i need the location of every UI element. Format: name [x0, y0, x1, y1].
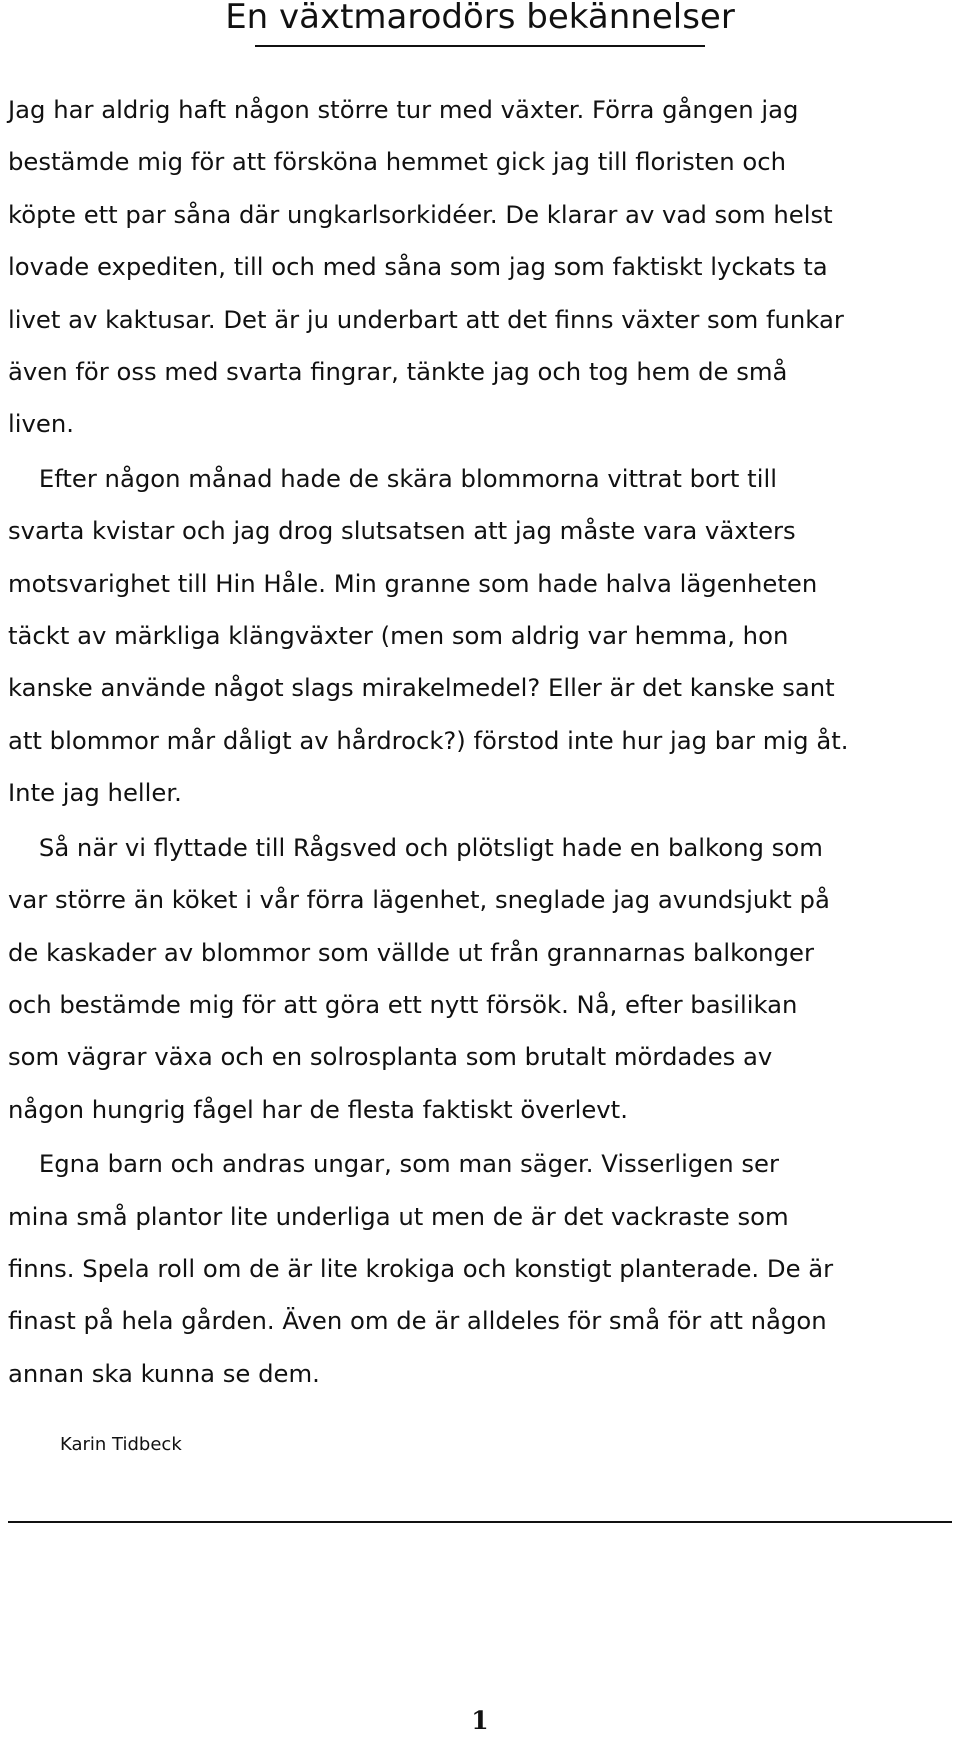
text-line: finns. Spela roll om de är lite krokiga och konstigt planterade. De är	[8, 1253, 834, 1283]
text-line: var större än köket i vår förra lägenhet, sneglade jag avundsjukt på	[8, 885, 830, 915]
text-line: mina små plantor lite underliga ut men de är det vackraste som	[8, 1201, 789, 1231]
text-line: Egna barn och andras ungar, som man säger. Visserligen ser	[8, 1149, 779, 1179]
text-line: täckt av märkliga klängväxter (men som aldrig var hemma, hon	[8, 621, 789, 651]
text-line: livet av kaktusar. Det är ju underbart att det finns växter som funkar	[8, 304, 844, 334]
text-line: de kaskader av blommor som vällde ut från grannarnas balkonger	[8, 937, 814, 967]
paragraph-4	[8, 1138, 960, 1400]
text-line: svarta kvistar och jag drog slutsatsen att jag måste vara växters	[8, 516, 796, 546]
paragraph-2	[8, 453, 960, 820]
text-line: annan ska kunna se dem.	[8, 1358, 320, 1388]
text-line: som vägrar växa och en solrosplanta som brutalt mördades av	[8, 1042, 773, 1072]
text-line: motsvarighet till Hin Håle. Min granne som hade halva lägenheten	[8, 568, 818, 598]
text-line: Jag har aldrig haft någon större tur med växter. Förra gången jag	[8, 95, 799, 124]
text-line: Efter någon månad hade de skära blommorna vittrat bort till	[8, 463, 777, 493]
article-body	[8, 84, 960, 1400]
text-line: och bestämde mig för att göra ett nytt försök. Nå, efter basilikan	[8, 989, 798, 1019]
text-line: kanske använde något slags mirakelmedel? Eller är det kanske sant	[8, 673, 835, 703]
text-line: liven.	[8, 409, 74, 439]
paragraph-3	[8, 822, 960, 1136]
paragraph-1	[8, 84, 960, 451]
title-underline	[255, 45, 705, 47]
text-line: bestämde mig för att försköna hemmet gick jag till floristen och	[8, 147, 786, 177]
document-title: En växtmarodörs bekännelser	[225, 0, 735, 37]
text-line: köpte ett par såna där ungkarlsorkidéer. De klarar av vad som helst	[8, 199, 833, 229]
author-name: Karin Tidbeck	[60, 1434, 182, 1455]
text-line: någon hungrig fågel har de flesta faktiskt överlevt.	[8, 1094, 628, 1124]
text-line: även för oss med svarta fingrar, tänkte jag och tog hem de små	[8, 357, 788, 387]
text-line: Inte jag heller.	[8, 778, 182, 808]
page-number: 1	[471, 1706, 489, 1735]
text-line: att blommor mår dåligt av hårdrock?) förstod inte hur jag bar mig åt.	[8, 725, 849, 755]
text-line: finast på hela gården. Även om de är alldeles för små för att någon	[8, 1306, 827, 1336]
footer-divider	[8, 1521, 952, 1523]
text-line: lovade expediten, till och med såna som jag som faktiskt lyckats ta	[8, 252, 828, 282]
text-line: Så när vi flyttade till Rågsved och plötsligt hade en balkong som	[8, 832, 823, 862]
